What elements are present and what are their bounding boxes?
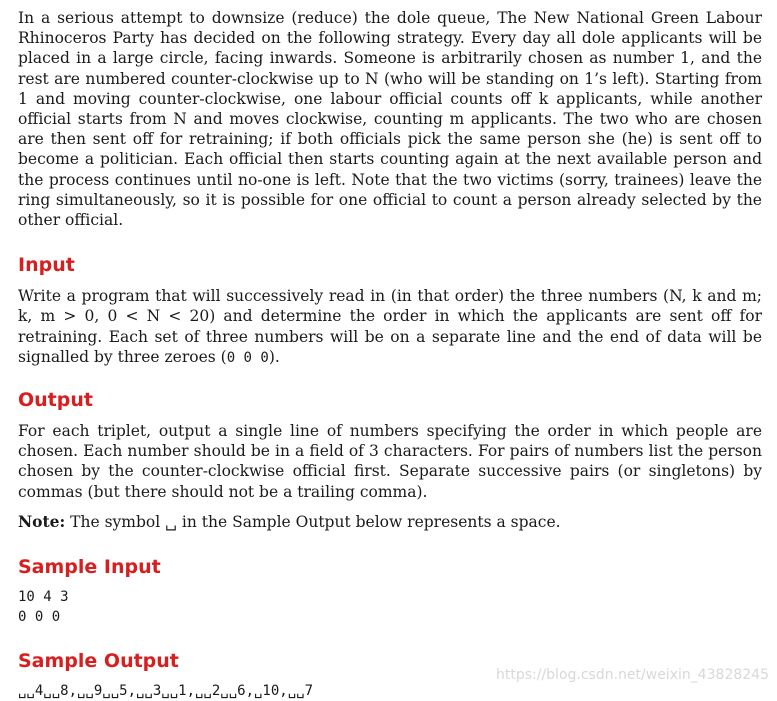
sample-input-heading: Sample Input [18, 556, 161, 579]
input-heading: Input [18, 254, 75, 277]
intro-paragraph: In a serious attempt to downsize (reduce) the dole queue, The New National Green Labour Rhinoceros Party has decided on the following strategy. Every day all dole applicants will be placed in a large circle, facing inwards. Someone is arbitrarily chosen as number 1, and the rest are numbered counter-clockwise up to N (who will be standing on 1’s left). Starting from 1 and moving counter-clockwise, one labour official counts off k applicants, while another official starts from N and moves clockwise, counting m applicants. The two who are chosen are then sent off for retraining; if both officials pick the same person she (he) is sent off to become a politician. Each official then starts counting again at the next available person and the process continues until no-one is left. Note that the two victims (sorry, trainees) leave the ring simultaneously, so it is possible for one official to count a person already selected by the other official. [18, 9, 762, 230]
input-text-b: ). [268, 347, 280, 366]
note-paragraph [18, 512, 762, 532]
sample-output-heading: Sample Output [18, 650, 179, 673]
output-heading: Output [18, 389, 93, 412]
sample-input-block: 10 4 3 0 0 0 [18, 589, 69, 626]
input-terminator-code: 0 0 0 [226, 349, 269, 366]
output-paragraph: For each triplet, output a single line of numbers specifying the order in which people are chosen. Each number should be in a field of 3 characters. For pairs of numbers list the person chosen by the counter-clockwise official first. Separate successive pairs (or singletons) by commas (but there should not be a trailing comma). [18, 422, 762, 501]
input-paragraph [18, 286, 762, 368]
note-text: The symbol ␣ in the Sample Output below represents a space. [65, 512, 561, 531]
watermark-text: https://blog.csdn.net/weixin_43828245 [495, 667, 769, 683]
problem-statement [18, 8, 762, 701]
input-text-a: Write a program that will successively read in (in that order) the three numbers (N, k and m; k, m > 0, 0 < N < 20) and determine the order in which the applicants are sent off for retraining. Each set of three numbers will be on a separate line and the end of data will be signalled by three zeroes ( [18, 287, 762, 366]
note-label: Note: [18, 511, 66, 531]
sample-output-block: ␣␣4␣␣8,␣␣9␣␣5,␣␣3␣␣1,␣␣2␣␣6,␣10,␣␣7 [18, 683, 314, 700]
